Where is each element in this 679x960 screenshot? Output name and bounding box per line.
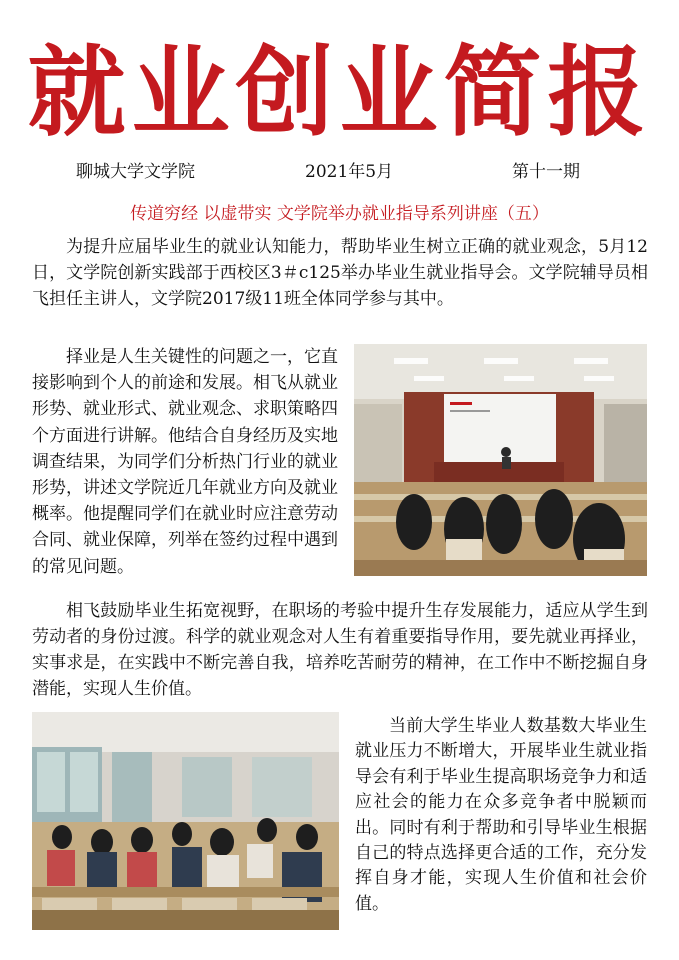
masthead-title: 就业创业简报 [27, 35, 652, 150]
audience-photo [32, 712, 339, 930]
issue-date: 2021年5月 [305, 162, 394, 182]
article-paragraph: 为提升应届毕业生的就业认知能力，帮助毕业生树立正确的就业观念，5月12日，文学院创新实践部于西校区3＃c125举办毕业生就业指导会。文学院辅导员相飞担任主讲人，文学院2017级11班全体同学参与其中。 [32, 237, 648, 309]
school-name: 聊城大学文学院 [76, 162, 195, 182]
article-paragraph: 当前大学生毕业人数基数大毕业生就业压力不断增大，开展毕业生就业指导会有利于毕业生提高职场竞争力和适应社会的能力在众多竞争者中脱颖而出。同时有利于帮助和引导毕业生根据自己的特点选择更合适的工作，充分发挥自身才能，实现人生价值和社会价值。 [355, 716, 647, 914]
article-headline: 传道穷经 以虚带实 文学院举办就业指导系列讲座（五） [130, 204, 549, 224]
issue-number: 第十一期 [512, 162, 580, 182]
lecture-photo [354, 344, 647, 576]
article-paragraph: 相飞鼓励毕业生拓宽视野，在职场的考验中提升生存发展能力，适应从学生到劳动者的身份过渡。科学的就业观念对人生有着重要指导作用，要先就业再择业，实事求是，在实践中不断完善自我，培养吃苦耐劳的精神，在工作中不断挖掘自身潜能，实现人生价值。 [32, 601, 648, 699]
article-paragraph: 择业是人生关键性的问题之一，它直接影响到个人的前途和发展。相飞从就业形势、就业形式、就业观念、求职策略四个方面进行讲解。他结合自身经历及实地调查结果，为同学们分析热门行业的就业形势，讲述文学院近几年就业方向及就业概率。他提醒同学们在就业时应注意劳动合同、就业保障，列举在签约过程中遇到的常见问题。 [32, 347, 338, 577]
